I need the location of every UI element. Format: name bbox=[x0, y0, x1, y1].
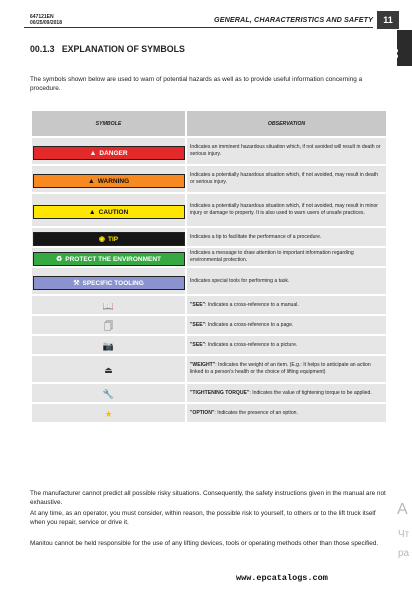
observation-text: : Indicates a cross-reference to a page. bbox=[205, 321, 294, 328]
chapter-tab bbox=[388, 30, 412, 66]
warning-triangle-icon: ▲ bbox=[87, 178, 95, 185]
keyword: "SEE" bbox=[190, 341, 206, 348]
keyword: "SEE" bbox=[190, 321, 206, 328]
symbol-cell bbox=[32, 194, 185, 226]
env-tag bbox=[33, 252, 185, 266]
symbol-cell bbox=[32, 384, 185, 402]
keyword: "SEE" bbox=[190, 301, 206, 308]
table-row bbox=[32, 404, 386, 422]
book-icon: 📖 bbox=[102, 301, 115, 311]
tag-label: PROTECT THE ENVIRONMENT bbox=[65, 256, 161, 263]
observation-cell bbox=[187, 248, 386, 266]
table-row bbox=[32, 356, 386, 382]
torque-wrench-icon: 🔧 bbox=[102, 389, 115, 399]
symbol-cell bbox=[32, 166, 185, 192]
symbol-cell bbox=[32, 268, 185, 294]
chapter-tab-label: 00 bbox=[388, 48, 399, 60]
tag-label: WARNING bbox=[97, 178, 130, 185]
outro-paragraph-3: Manitou cannot be held responsible for the use of any lifting devices, tools or operating methods other than those specified. bbox=[30, 540, 379, 547]
page-number: 11 bbox=[377, 11, 399, 29]
symbols-table bbox=[30, 109, 388, 424]
recycle-icon: ♻ bbox=[56, 256, 63, 263]
observation-cell bbox=[187, 384, 386, 402]
col-header-symbol: SYMBOLE bbox=[32, 111, 185, 136]
weight-icon: ⏏ bbox=[104, 365, 113, 375]
keyword: "TIGHTENING TORQUE" bbox=[190, 389, 250, 396]
doc-date: 00/25/09/2018 bbox=[30, 20, 62, 26]
page-icon: 🗍 bbox=[104, 321, 113, 331]
observation-text: : Indicates the value of tightening torque to be applied. bbox=[249, 389, 372, 396]
doc-reference bbox=[30, 14, 62, 26]
table-row bbox=[32, 194, 386, 226]
tag-label: SPECIFIC TOOLING bbox=[82, 280, 144, 287]
observation-cell bbox=[187, 356, 386, 382]
observation-cell bbox=[187, 336, 386, 354]
tip-tag bbox=[33, 232, 185, 246]
ghost-text-1: A bbox=[397, 501, 408, 518]
warning-triangle-icon: ▲ bbox=[88, 209, 96, 216]
camera-icon: 📷 bbox=[102, 341, 115, 351]
symbol-cell bbox=[32, 336, 185, 354]
tool-tag bbox=[33, 276, 185, 290]
header-title: GENERAL, CHARACTERISTICS AND SAFETY bbox=[214, 15, 373, 24]
observation-cell bbox=[187, 194, 386, 226]
keyword: "OPTION" bbox=[190, 409, 215, 416]
tag-label: CAUTION bbox=[98, 209, 129, 216]
symbol-cell bbox=[32, 138, 185, 164]
observation-text: : Indicates a cross-reference to a picture. bbox=[205, 341, 298, 348]
danger-tag bbox=[33, 146, 185, 160]
watermark: www.epcatalogs.com bbox=[236, 573, 328, 583]
tools-icon: ⚒ bbox=[73, 280, 80, 287]
section-number: 00.1.3 bbox=[30, 44, 55, 54]
table-row bbox=[32, 296, 386, 314]
table-row bbox=[32, 166, 386, 192]
star-icon: ★ bbox=[104, 409, 113, 419]
doc-code: 647121EN bbox=[30, 14, 54, 20]
lightbulb-icon: ◉ bbox=[98, 236, 105, 243]
symbol-cell bbox=[32, 228, 185, 246]
observation-text: : Indicates the weight of an item. (E.g.: It helps to anticipate an action linked to a person's health or the choice of lifting equipment) bbox=[190, 362, 371, 375]
observation-cell bbox=[187, 296, 386, 314]
table-header-row bbox=[32, 111, 386, 136]
caution-tag bbox=[33, 205, 185, 219]
table-row bbox=[32, 316, 386, 334]
observation-text: Indicates a tip to facilitate the performance of a procedure. bbox=[190, 233, 322, 240]
table-row bbox=[32, 228, 386, 246]
observation-text: : Indicates the presence of an option. bbox=[214, 409, 298, 416]
col-header-observation: OBSERVATION bbox=[187, 111, 386, 136]
table-row bbox=[32, 138, 386, 164]
table-body bbox=[32, 138, 386, 422]
observation-text: Indicates a potentially hazardous situation which, if not avoided, may result in minor injury or damage to property. It is also used to warn users of unsafe practices. bbox=[190, 203, 379, 216]
observation-text: Indicates an imminent hazardous situation which, if not avoided will result in death or serious injury. bbox=[190, 144, 381, 157]
table-row bbox=[32, 384, 386, 402]
observation-text: Indicates a message to draw attention to important information regarding environmental protection. bbox=[190, 250, 354, 263]
table-row bbox=[32, 336, 386, 354]
tag-label: DANGER bbox=[99, 150, 128, 157]
tag-label: TIP bbox=[107, 236, 119, 243]
outro-paragraph-2: At any time, as an operator, you must consider, within reason, the possible risk to yourself, to others or to the lift truck itself when you repair, service or drive it. bbox=[30, 510, 376, 526]
observation-cell bbox=[187, 316, 386, 334]
keyword: "WEIGHT" bbox=[190, 362, 216, 369]
symbol-cell bbox=[32, 316, 185, 334]
section-intro: The symbols shown below are used to warn of potential hazards as well as to provide useful information concerning a procedure. bbox=[30, 76, 363, 92]
observation-text: Indicates a potentially hazardous situation which, if not avoided, may result in death or serious injury. bbox=[190, 172, 379, 185]
observation-cell bbox=[187, 228, 386, 246]
observation-text: Indicates special tools for performing a task. bbox=[190, 277, 290, 284]
section-heading: EXPLANATION OF SYMBOLS bbox=[61, 44, 185, 54]
section-title bbox=[30, 44, 185, 54]
warning-triangle-icon: ▲ bbox=[89, 150, 97, 157]
outro-paragraph-1: The manufacturer cannot predict all possible risky situations. Consequently, the safety instructions given in the manual are not exhaustive. bbox=[30, 490, 386, 506]
ghost-text-2: Чт bbox=[398, 529, 410, 540]
observation-cell bbox=[187, 404, 386, 422]
observation-text: : Indicates a cross-reference to a manual. bbox=[205, 301, 299, 308]
observation-cell bbox=[187, 166, 386, 192]
symbol-cell bbox=[32, 248, 185, 266]
table-row bbox=[32, 268, 386, 294]
warning-tag bbox=[33, 174, 185, 188]
symbol-cell bbox=[32, 296, 185, 314]
symbol-cell bbox=[32, 404, 185, 422]
ghost-text-3: ра bbox=[398, 548, 410, 559]
observation-cell bbox=[187, 138, 386, 164]
header-divider bbox=[24, 27, 373, 28]
table-row bbox=[32, 248, 386, 266]
symbol-cell bbox=[32, 356, 185, 382]
observation-cell bbox=[187, 268, 386, 294]
